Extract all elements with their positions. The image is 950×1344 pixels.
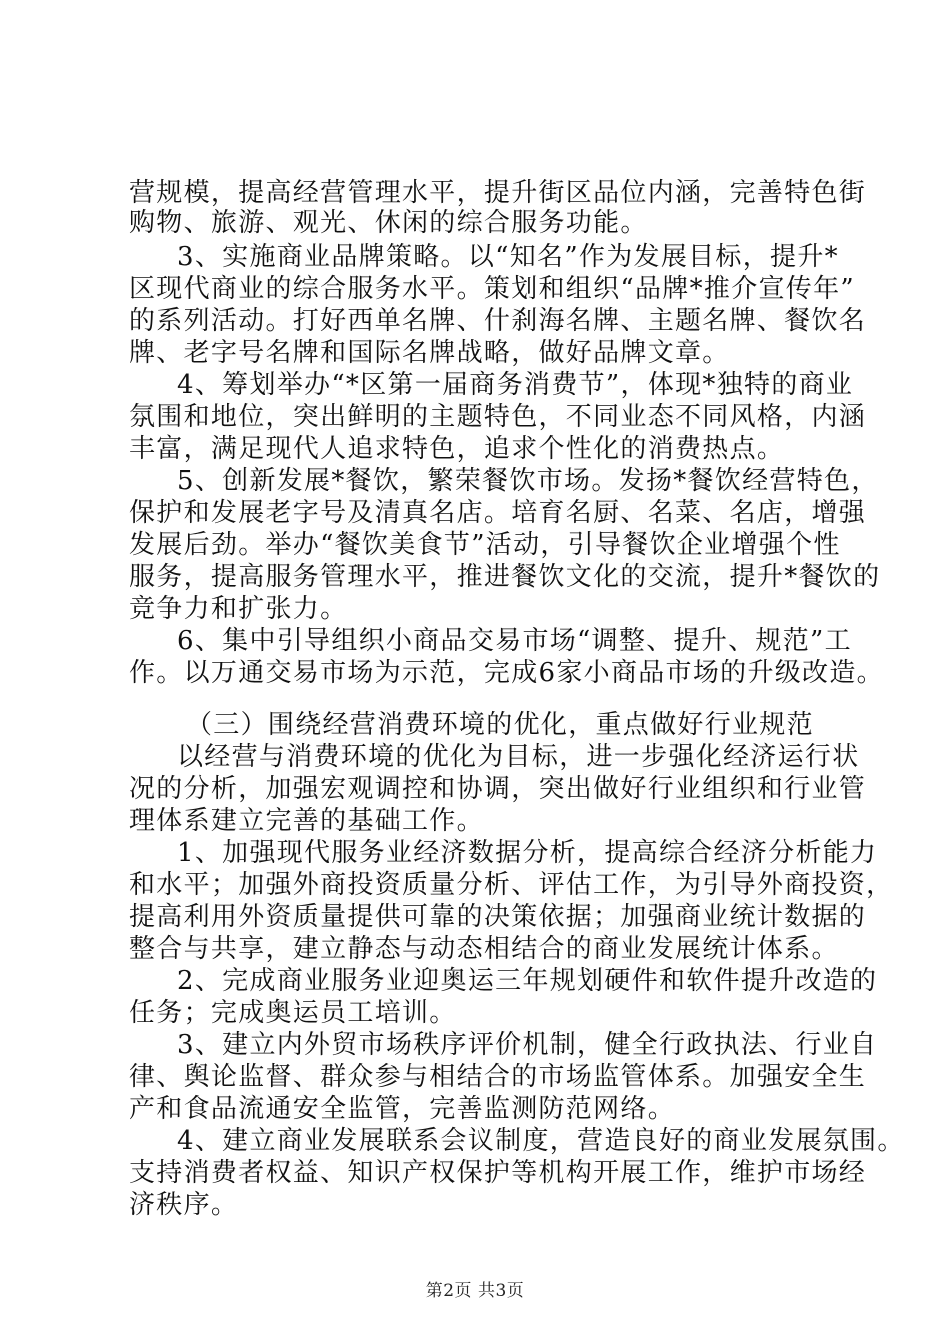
body-text-line: 产和食品流通安全监管，完善监测防范网络。	[129, 1094, 676, 1124]
body-text-line: 支持消费者权益、知识产权保护等机构开展工作，维护市场经	[129, 1158, 867, 1188]
body-text-line: 购物、旅游、观光、休闲的综合服务功能。	[129, 208, 648, 238]
paragraph-start-line: 3、实施商业品牌策略。以“知名”作为发展目标，提升*	[177, 242, 839, 272]
body-text-line: 和水平；加强外商投资质量分析、评估工作，为引导外商投资，	[129, 870, 894, 900]
body-text-line: 氛围和地位，突出鲜明的主题特色，不同业态不同风格，内涵	[129, 402, 867, 432]
paragraph-start-line: 3、建立内外贸市场秩序评价机制，健全行政执法、行业自	[177, 1030, 878, 1060]
paragraph-start-line: 1、加强现代服务业经济数据分析，提高综合经济分析能力	[177, 838, 878, 868]
body-text-line: 提高利用外资质量提供可靠的决策依据；加强商业统计数据的	[129, 902, 867, 932]
body-text-line: 竞争力和扩张力。	[129, 594, 348, 624]
body-text-line: 整合与共享，建立静态与动态相结合的商业发展统计体系。	[129, 934, 839, 964]
body-text-line: 牌、老字号名牌和国际名牌战略，做好品牌文章。	[129, 338, 730, 368]
paragraph-start-line: 2、完成商业服务业迎奥运三年规划硬件和软件提升改造的	[177, 966, 878, 996]
body-text-line: 律、舆论监督、群众参与相结合的市场监管体系。加强安全生	[129, 1062, 867, 1092]
body-text-line: 况的分析，加强宏观调控和协调，突出做好行业组织和行业管	[129, 774, 867, 804]
body-text-line: 理体系建立完善的基础工作。	[129, 806, 484, 836]
body-text-line: 服务，提高服务管理水平，推进餐饮文化的交流，提升*餐饮的	[129, 562, 881, 592]
body-text-line: 丰富，满足现代人追求特色，追求个性化的消费热点。	[129, 434, 785, 464]
section-heading: （三）围绕经营消费环境的优化，重点做好行业规范	[186, 710, 814, 740]
paragraph-start-line: 5、创新发展*餐饮，繁荣餐饮市场。发扬*餐饮经营特色，	[177, 466, 879, 496]
body-text-line: 的系列活动。打好西单名牌、什刹海名牌、主题名牌、餐饮名	[129, 306, 867, 336]
body-text-line: 营规模，提高经营管理水平，提升街区品位内涵，完善特色街	[129, 178, 867, 208]
paragraph-start-line: 以经营与消费环境的优化为目标，进一步强化经济运行状	[177, 742, 860, 772]
paragraph-start-line: 6、集中引导组织小商品交易市场“调整、提升、规范”工	[177, 626, 852, 656]
body-text-line: 保护和发展老字号及清真名店。培育名厨、名菜、名店，增强	[129, 498, 867, 528]
body-text-line: 任务；完成奥运员工培训。	[129, 998, 457, 1028]
body-text-line: 作。以万通交易市场为示范，完成6家小商品市场的升级改造。	[129, 658, 884, 688]
paragraph-start-line: 4、建立商业发展联系会议制度，营造良好的商业发展氛围。	[177, 1126, 905, 1156]
page-number-footer: 第2页 共3页	[425, 1281, 525, 1301]
body-text-line: 发展后劲。举办“餐饮美食节”活动，引导餐饮企业增强个性	[129, 530, 841, 560]
paragraph-start-line: 4、筹划举办“*区第一届商务消费节”，体现*独特的商业	[177, 370, 854, 400]
body-text-line: 区现代商业的综合服务水平。策划和组织“品牌*推介宣传年”	[129, 274, 855, 304]
body-text-line: 济秩序。	[129, 1190, 239, 1220]
